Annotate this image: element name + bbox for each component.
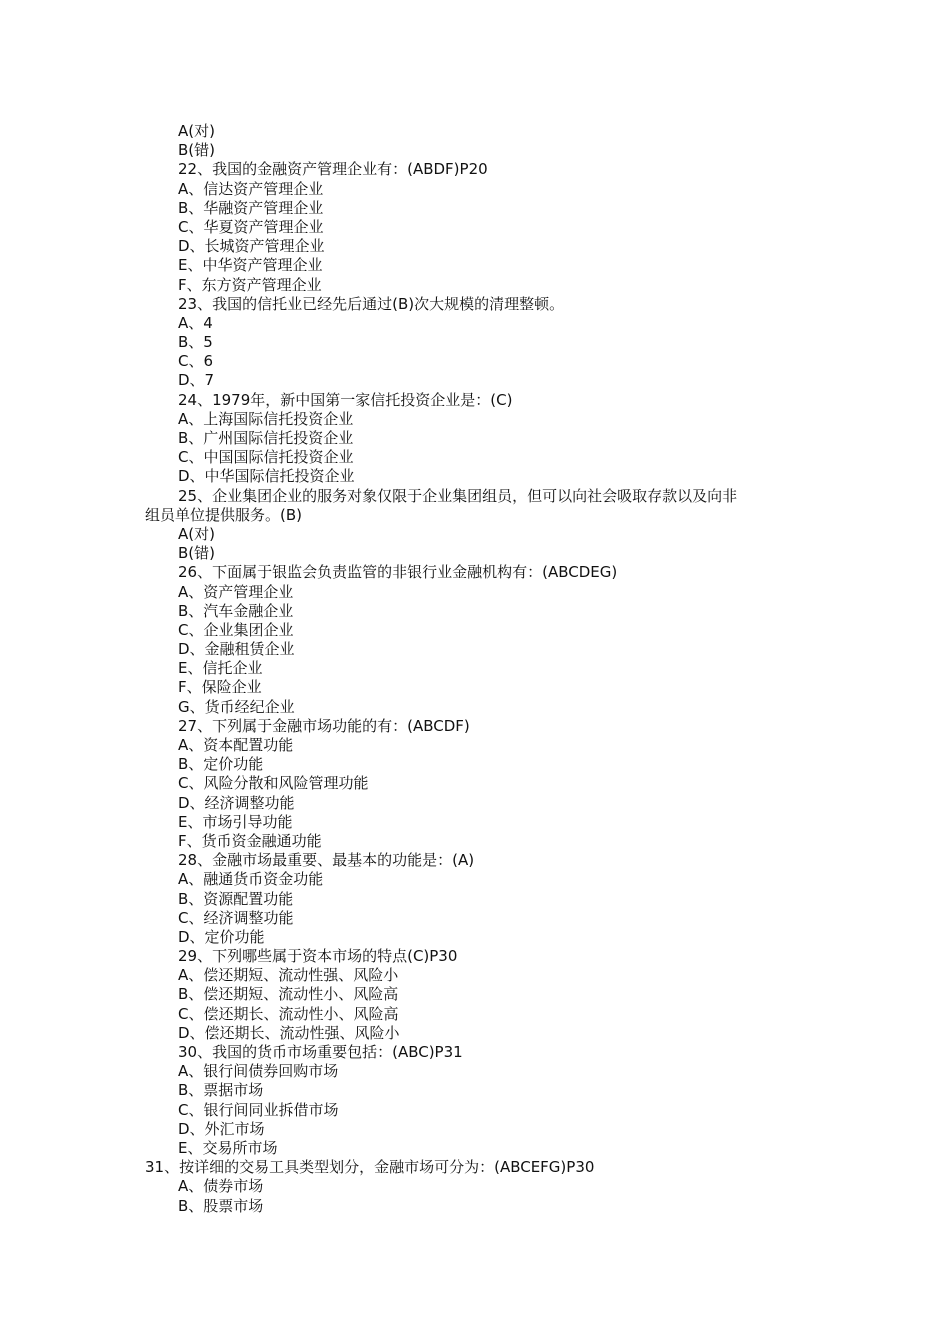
text-line: B、广州国际信托投资企业 xyxy=(178,429,354,447)
text-line: 23、我国的信托业已经先后通过(B)次大规模的清理整顿。 xyxy=(178,294,565,313)
text-line: A、资产管理企业 xyxy=(178,582,294,601)
text-line: 组员单位提供服务。(B) xyxy=(145,505,302,524)
text-line: C、偿还期长、流动性小、风险高 xyxy=(178,1004,399,1023)
text-line: C、经济调整功能 xyxy=(178,908,294,927)
text-line: B、定价功能 xyxy=(178,755,264,774)
text-line: A、上海国际信托投资企业 xyxy=(178,409,354,428)
text-line: C、6 xyxy=(178,352,214,371)
text-line: E、交易所市场 xyxy=(178,1138,278,1157)
text-line: 29、下列哪些属于资本市场的特点(C)P30 xyxy=(178,947,458,966)
text-line: D、经济调整功能 xyxy=(178,793,295,812)
text-line: D、定价功能 xyxy=(178,927,265,946)
text-line: C、银行间同业拆借市场 xyxy=(178,1100,339,1119)
text-line: B、汽车金融企业 xyxy=(178,601,294,620)
text-line: D、金融租赁企业 xyxy=(178,640,295,659)
text-line: 28、金融市场最重要、最基本的功能是：(A) xyxy=(178,851,475,870)
text-line: A、4 xyxy=(178,313,213,332)
text-line: B、票据市场 xyxy=(178,1081,264,1100)
text-line: G、货币经纪企业 xyxy=(178,697,295,716)
text-line: B、华融资产管理企业 xyxy=(178,198,324,217)
text-line: 30、我国的货币市场重要包括：(ABC)P31 xyxy=(178,1043,463,1061)
text-line: E、信托企业 xyxy=(178,659,263,678)
text-line: C、中国国际信托投资企业 xyxy=(178,448,354,467)
text-line: F、保险企业 xyxy=(178,678,262,697)
text-line: B、偿还期短、流动性小、风险高 xyxy=(178,985,399,1004)
text-line: B(错) xyxy=(178,544,215,563)
text-line: D、7 xyxy=(178,371,215,390)
text-line: C、企业集团企业 xyxy=(178,620,294,639)
text-line: C、华夏资产管理企业 xyxy=(178,217,324,236)
text-line: A、融通货币资金功能 xyxy=(178,870,324,889)
text-line: A(对) xyxy=(178,524,215,543)
text-line: D、偿还期长、流动性强、风险小 xyxy=(178,1023,400,1042)
text-line: F、东方资产管理企业 xyxy=(178,275,322,294)
text-line: D、长城资产管理企业 xyxy=(178,237,325,256)
text-line: A、偿还期短、流动性强、风险小 xyxy=(178,966,399,985)
text-line: B、5 xyxy=(178,333,213,352)
text-line: A、信达资产管理企业 xyxy=(178,179,324,198)
text-line: A、银行间债券回购市场 xyxy=(178,1062,339,1081)
text-line: B(错) xyxy=(178,141,215,160)
text-line: B、资源配置功能 xyxy=(178,889,294,908)
text-line: A(对) xyxy=(178,122,215,140)
text-line: D、外汇市场 xyxy=(178,1119,265,1138)
text-line: D、中华国际信托投资企业 xyxy=(178,467,355,486)
text-line: F、货币资金融通功能 xyxy=(178,831,322,850)
text-line: E、市场引导功能 xyxy=(178,812,293,831)
text-line: A、资本配置功能 xyxy=(178,736,294,754)
text-line: 22、我国的金融资产管理企业有：(ABDF)P20 xyxy=(178,160,488,179)
text-line: 25、企业集团企业的服务对象仅限于企业集团组员，但可以向社会吸取存款以及向非 xyxy=(178,486,738,505)
document-body xyxy=(0,122,950,1216)
text-line: 24、1979年，新中国第一家信托投资企业是：(C) xyxy=(178,390,513,409)
text-line: B、股票市场 xyxy=(178,1196,264,1215)
text-line: A、债券市场 xyxy=(178,1177,264,1196)
text-line: E、中华资产管理企业 xyxy=(178,256,323,275)
text-line: 31、按详细的交易工具类型划分，金融市场可分为：(ABCEFG)P30 xyxy=(145,1158,595,1177)
text-line: 26、下面属于银监会负责监管的非银行业金融机构有：(ABCDEG) xyxy=(178,563,618,582)
text-line: 27、下列属于金融市场功能的有：(ABCDF) xyxy=(178,716,470,735)
text-line: C、风险分散和风险管理功能 xyxy=(178,774,369,793)
